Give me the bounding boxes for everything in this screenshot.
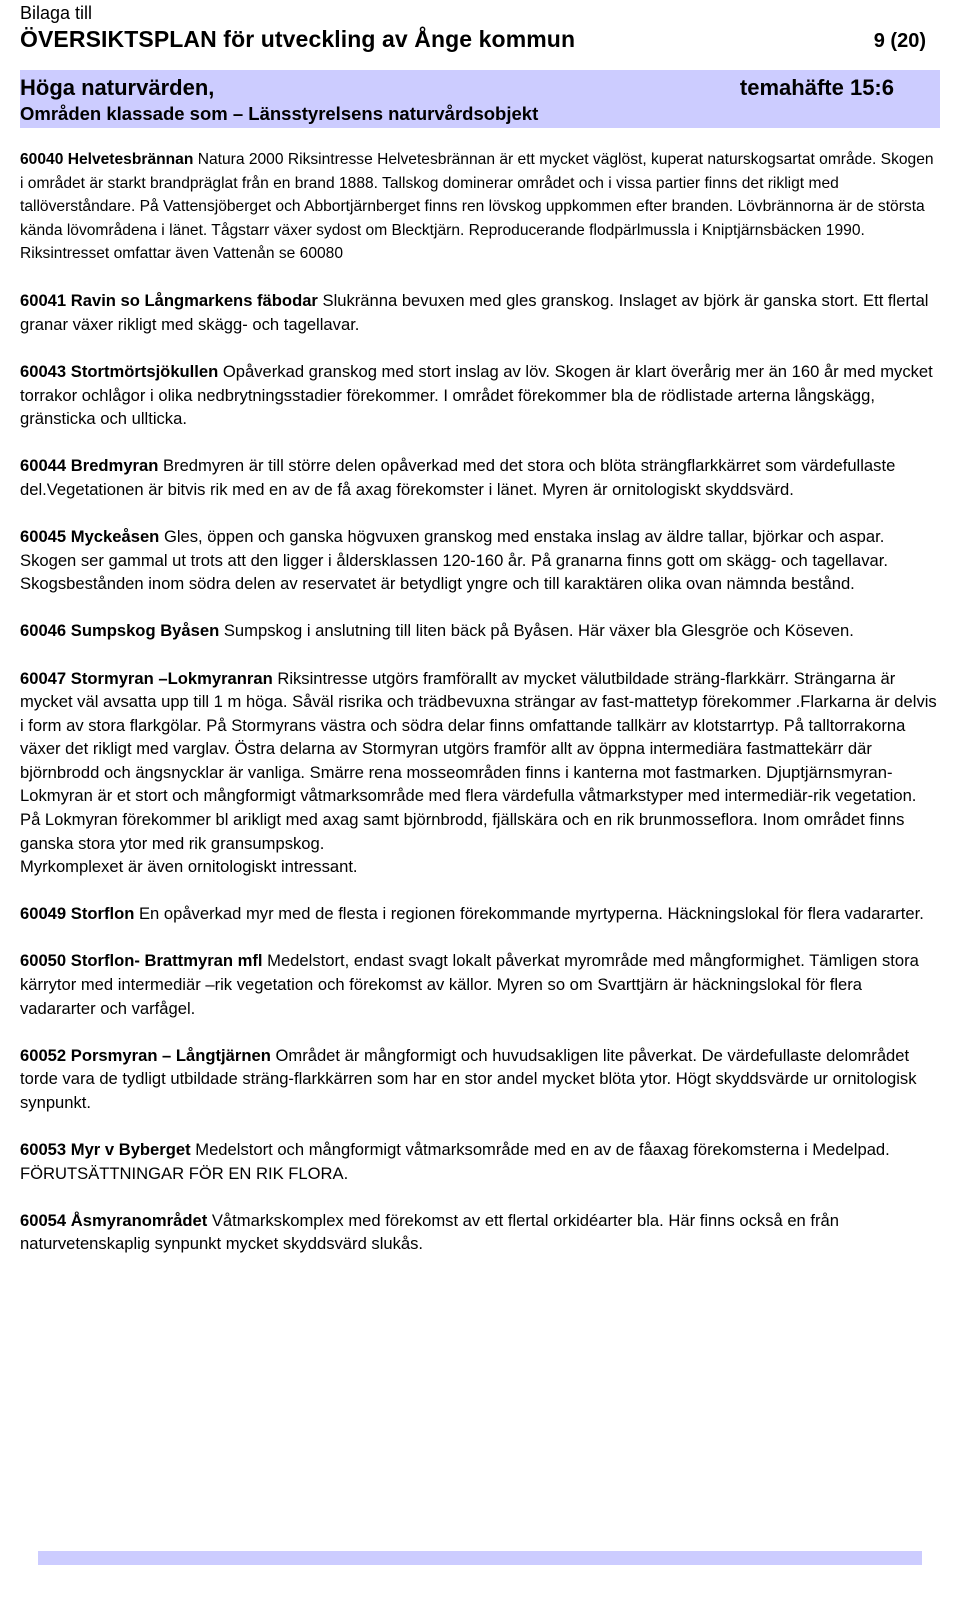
bilaga-label: Bilaga till xyxy=(20,3,93,23)
entry-60046 xyxy=(20,619,938,643)
entry-text: Området är mångformigt och huvudsakligen lite påverkat. De värdefullaste delområdet torde vara de tydligt utbildade sträng-flarkkärren som har en stor andel mycket blöta ytor. Högt skyddsvärde ur ornitologisk synpunkt. xyxy=(20,1045,917,1112)
entry-id: 60050 Storflon- Brattmyran mfl xyxy=(20,951,263,971)
entry-text: Opåverkad granskog med stort inslag av löv. Skogen är klart överårig mer än 160 år med mycket torrakor ochlågor i olika nedbrytningsstadier förekommer. I området förekommer bla de rödlistade arterna långskägg, gränsticka och ullticka. xyxy=(20,362,933,429)
entry-60053 xyxy=(20,1138,938,1185)
entry-id: 60054 Åsmyranområdet xyxy=(20,1210,208,1230)
entry-60040 xyxy=(20,148,938,266)
entry-id: 60040 Helvetesbrännan xyxy=(20,151,194,168)
entry-id: 60047 Stormyran –Lokmyranran xyxy=(20,668,273,688)
entry-text: Sumpskog i anslutning till liten bäck på Byåsen. Här växer bla Glesgröe och Köseven. xyxy=(219,621,854,641)
entry-60044 xyxy=(20,454,938,501)
entry-text: Slukränna bevuxen med gles granskog. Inslaget av björk är ganska stort. Ett flertal granar växer rikligt med skägg- och tagellavar. xyxy=(20,291,929,335)
section-subheading: Områden klassade som – Länsstyrelsens naturvårdsobjekt xyxy=(20,103,539,124)
title-row xyxy=(20,26,940,53)
entry-id: 60044 Bredmyran xyxy=(20,456,159,476)
entry-id: 60052 Porsmyran – Långtjärnen xyxy=(20,1045,271,1065)
entry-text: Medelstort, endast svagt lokalt påverkat myrområde med mångformighet. Tämligen stora kärrytor med intermediär –rik vegetation och förekomst av källor. Myren so om Svarttjärn är häckningslokal för flera vadararter och varfågel. xyxy=(20,951,919,1018)
page-number: 9 (20) xyxy=(873,30,926,52)
theme-label: temahäfte 15:6 xyxy=(739,75,894,100)
entry-60054 xyxy=(20,1209,938,1256)
section-heading-band xyxy=(20,70,940,128)
entry-text: En opåverkad myr med de flesta i regionen förekommande myrtyperna. Häckningslokal för flera vadararter. xyxy=(134,904,924,924)
document-header xyxy=(20,0,940,53)
entry-text: Natura 2000 Riksintresse Helvetesbrännan är ett mycket väglöst, kuperat naturskogsartat område. Skogen i området är starkt brandpräglat från en brand 1888. Tallskog dominerar området och i vissa partier finns det rikligt med tallöverståndare. På Vattensjöberget och Abbortjärnberget finns ren lövskog uppkommen efter branden. Lövbrännorna är de största kända lövområdena i länet. Tågstarr växer sydost om Blecktjärn. Reproducerande flodpärlmussla i Kniptjärnsbäcken 1990. Riksintresset omfattar även Vattenån se 60080 xyxy=(20,151,934,263)
entry-id: 60049 Storflon xyxy=(20,904,135,924)
entry-text: Bredmyren är till större delen opåverkad med det stora och blöta strängflarkkärret som värdefullaste del.Vegetationen är bitvis rik med en av de få axag förekomster i länet. Myren är ornitologiskt skyddsvärd. xyxy=(20,456,896,500)
entry-60041 xyxy=(20,289,938,336)
entry-60049 xyxy=(20,902,938,926)
entry-60050 xyxy=(20,949,938,1020)
entry-text-extra: Myrkomplexet är även ornitologiskt intressant. xyxy=(20,857,358,877)
entry-text: Riksintresse utgörs framförallt av mycket välutbildade sträng-flarkkärr. Strängarna är mycket väl avsatta upp till 1 m höga. Såväl risrika och trädbevuxna strängar av fast-mattetyp förekommer .Flarkarna är delvis i form av stora flarkgölar. På Stormyrans västra och södra delar finns omfattande tallkärr av klotstarrtyp. På talltorrakorna växer det rikligt med varglav. Östra delarna av Stormyran utgörs framför allt av öppna intermediära fastmattekärr där björnbrodd och ängsnycklar är vanliga. Smärre rena mosseområden finns i kanterna mot fastmarken. Djuptjärnsmyran- Lokmyran är et stort och mångformigt våtmarksområde med flera värdefulla våtmarkstyper med intermediär-rik vegetation. På Lokmyran förekommer bl arikligt med axag samt björnbrodd, fjällskära och en rik brunmosseflora. Inom området finns ganska stora ytor med rik gransumpskog. xyxy=(20,668,937,853)
document-title: ÖVERSIKTSPLAN för utveckling av Ånge kommun xyxy=(20,26,576,52)
entry-id: 60041 Ravin so Långmarkens fäbodar xyxy=(20,291,318,311)
entry-text: Våtmarkskomplex med förekomst av ett flertal orkidéarter bla. Här finns också en från naturvetenskaplig synpunkt mycket skyddsvärd slukås. xyxy=(20,1210,839,1254)
entry-id: 60046 Sumpskog Byåsen xyxy=(20,621,220,641)
entry-60043 xyxy=(20,360,938,431)
entry-text: Gles, öppen och ganska högvuxen granskog med enstaka inslag av äldre tallar, björkar och aspar. Skogen ser gammal ut trots att den ligger i åldersklassen 120-160 år. På granarna finns gott om skägg- och tagellavar. Skogsbestånden inom södra delen av reservatet är betydligt yngre och till karaktären olika ovan nämnda bestånd. xyxy=(20,527,888,594)
section-heading: Höga naturvärden, xyxy=(20,75,215,100)
entry-text: Medelstort och mångformigt våtmarksområde med en av de fåaxag förekomsterna i Medelpad. FÖRUTSÄTTNINGAR FÖR EN RIK FLORA. xyxy=(20,1140,890,1183)
entry-60045 xyxy=(20,525,938,596)
entry-list xyxy=(20,148,938,1279)
entry-id: 60045 Myckeåsen xyxy=(20,527,160,547)
entry-60047 xyxy=(20,667,938,879)
entry-60052 xyxy=(20,1044,938,1115)
footer-bar xyxy=(38,1551,922,1565)
entry-id: 60043 Stortmörtsjökullen xyxy=(20,362,219,382)
entry-id: 60053 Myr v Byberget xyxy=(20,1140,191,1159)
